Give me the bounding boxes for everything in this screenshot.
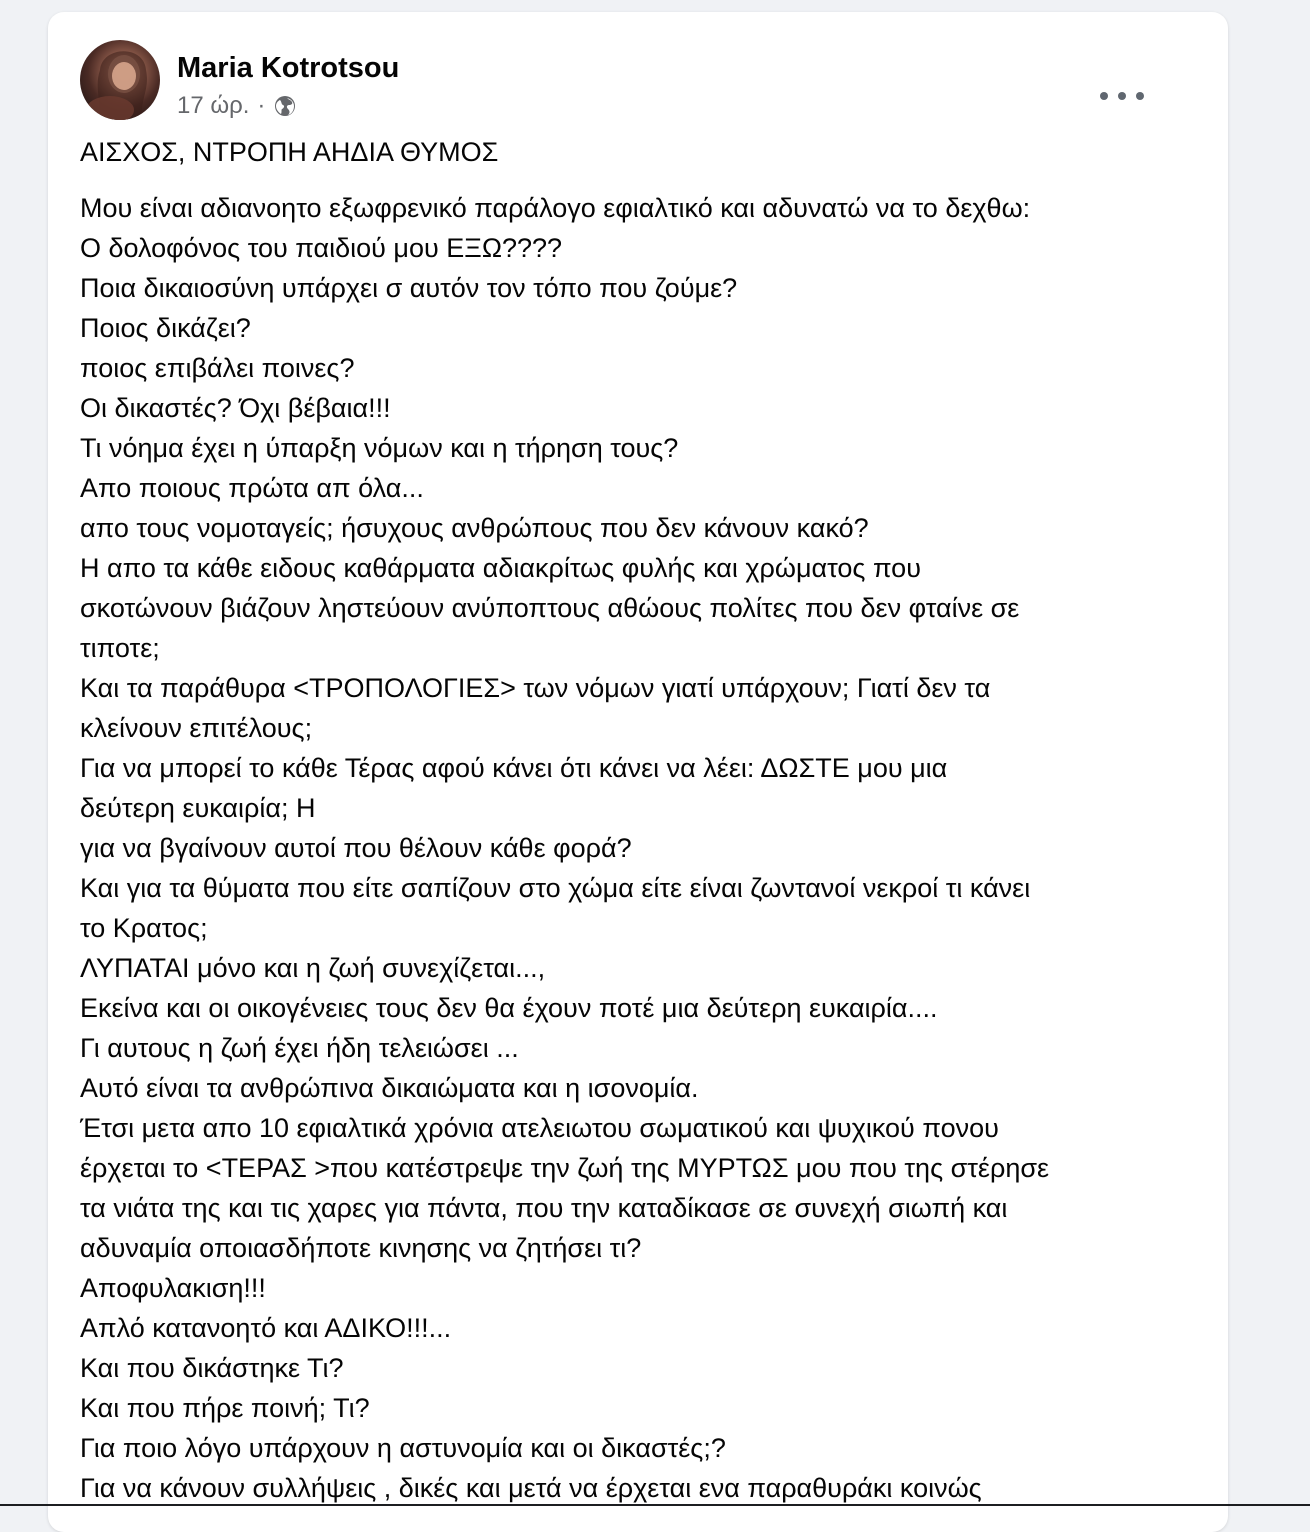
post-line: Για να μπορεί το κάθε Τέρας αφού κάνει ότι κάνει να λέει: ΔΩΣΤΕ μου μια [80,753,948,783]
post-line: Αποφυλακιση!!! [80,1273,266,1303]
more-options-button[interactable] [1100,84,1144,108]
post-body [80,132,1200,1508]
post-line: Η απο τα κάθε ειδους καθάρματα αδιακρίτως φυλής και χρώματος που [80,553,921,583]
post-line: αδυναμία οποιασδήποτε κινησης να ζητήσει τι? [80,1233,642,1263]
globe-icon[interactable] [273,94,297,118]
post-line: Ποια δικαιοσύνη υπάρχει σ αυτόν τον τόπο που ζούμε? [80,273,738,303]
post-card [48,12,1228,1532]
more-options-icon-dot [1118,92,1126,100]
post-time[interactable]: 17 ώρ. [177,92,250,119]
post-line: Και για τα θύματα που είτε σαπίζουν στο χώμα είτε είναι ζωντανοί νεκροί τι κάνει [80,873,1031,903]
post-line: Ο δολοφόνος του παιδιού μου ΕΞΩ???? [80,233,563,263]
post-line: Απλό κατανοητό και ΑΔΙΚΟ!!!... [80,1313,452,1343]
post-line: Απο ποιους πρώτα απ όλα... [80,473,424,503]
more-options-icon-dot [1136,92,1144,100]
post-line: Και που πήρε ποινή; Τι? [80,1393,370,1423]
author-name[interactable]: Maria Kotrotsou [177,52,400,84]
post-meta [177,92,297,120]
post-line: ΛΥΠΑΤΑΙ μόνο και η ζωή συνεχίζεται..., [80,953,546,983]
post-line: για να βγαίνουν αυτοί που θέλουν κάθε φορά? [80,833,632,863]
avatar[interactable] [80,40,160,120]
more-options-icon-dot [1100,92,1108,100]
post-line: Αυτό είναι τα ανθρώπινα δικαιώματα και η ισονομία. [80,1073,699,1103]
post-line: το Κρατος; [80,913,208,943]
post-line: Γι αυτους η ζωή έχει ήδη τελειώσει ... [80,1033,519,1063]
post-line: απο τους νομοταγείς; ήσυχους ανθρώπους που δεν κάνουν κακό? [80,513,869,543]
post-line: Για να κάνουν συλλήψεις , δικές και μετά να έρχεται ενα παραθυράκι κοινώς [80,1473,982,1503]
post-line: Για ποιο λόγο υπάρχουν η αστυνομία και οι δικαστές;? [80,1433,726,1463]
post-title: ΑΙΣΧΟΣ, ΝΤΡΟΠΗ ΑΗΔΙΑ ΘΥΜΟΣ [80,137,499,167]
post-line: Ποιος δικάζει? [80,313,251,343]
post-line: Μου είναι αδιανοητο εξωφρενικό παράλογο εφιαλτικό και αδυνατώ να το δεχθω: [80,193,1031,223]
meta-separator: · [257,92,266,119]
post-line: έρχεται το <ΤΕΡΑΣ >που κατέστρεψε την ζωή της ΜΥΡΤΩΣ μου που της στέρησε [80,1153,1050,1183]
post-line: Και τα παράθυρα <ΤΡΟΠΟΛΟΓΙΕΣ> των νόμων γιατί υπάρχουν; Γιατί δεν τα [80,673,991,703]
post-line: Έτσι μετα απο 10 εφιαλτικά χρόνια ατελειωτου σωματικού και ψυχικού πονου [80,1113,999,1143]
post-line: κλείνουν επιτέλους; [80,713,313,743]
post-line: τα νιάτα της και τις χαρες για πάντα, που την καταδίκασε σε συνεχή σιωπή και [80,1193,1008,1223]
post-line: Εκείνα και οι οικογένειες τους δεν θα έχουν ποτέ μια δεύτερη ευκαιρία.... [80,993,938,1023]
post-header [80,40,1180,120]
post-line: τιποτε; [80,633,160,663]
post-line: ποιος επιβάλει ποινες? [80,353,355,383]
post-line: Τι νόημα έχει η ύπαρξη νόμων και η τήρηση τους? [80,433,679,463]
post-line: Και που δικάστηκε Τι? [80,1353,344,1383]
post-line: δεύτερη ευκαιρία; Η [80,793,316,823]
avatar-photo-icon [80,40,160,120]
post-line: σκοτώνουν βιάζουν ληστεύουν ανύποπτους αθώους πολίτες που δεν φταίνε σε [80,593,1020,623]
post-line: Οι δικαστές? Όχι βέβαια!!! [80,393,391,423]
